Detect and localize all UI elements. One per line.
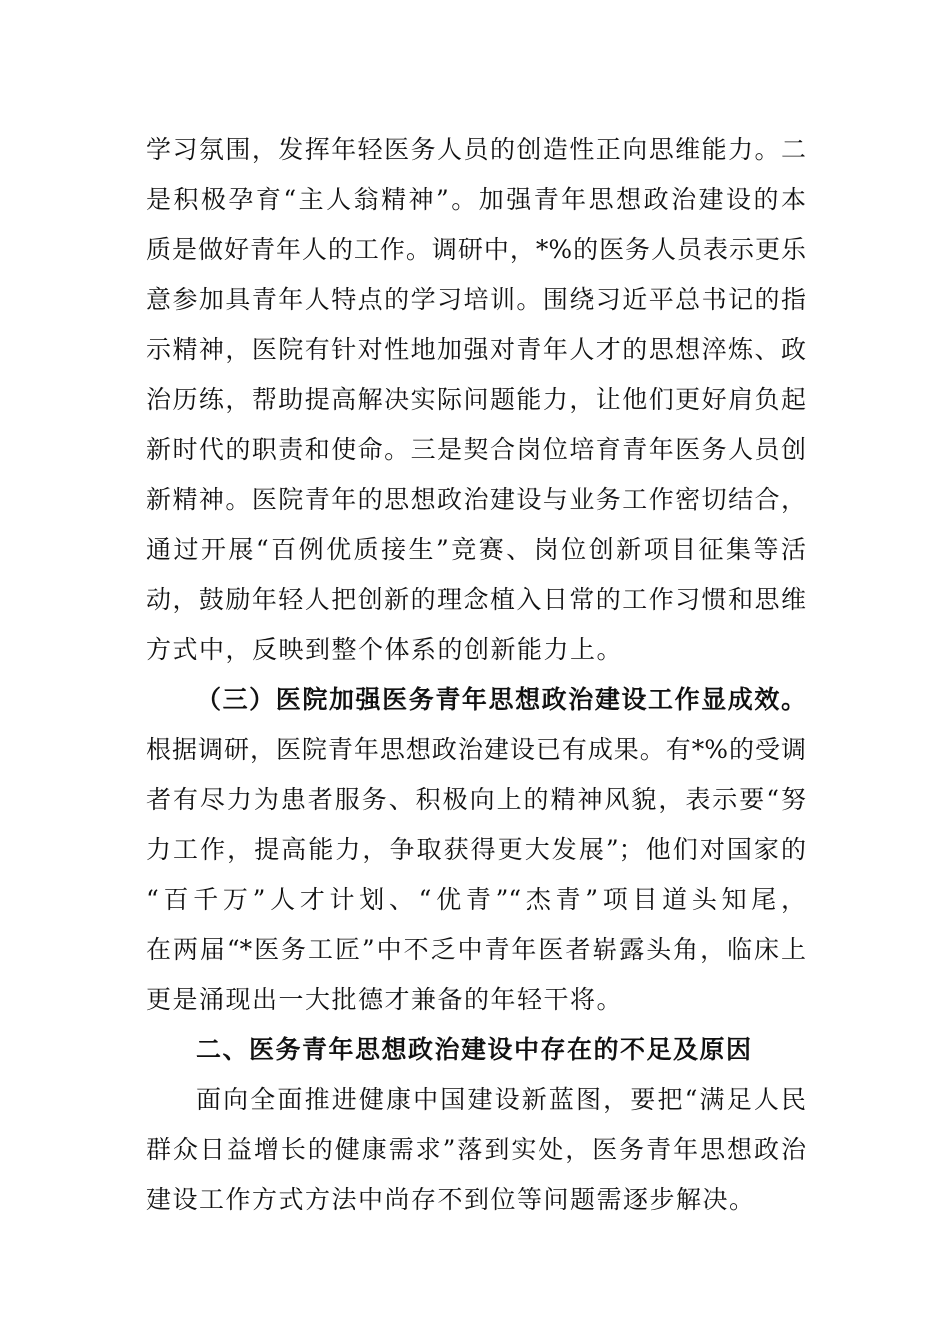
body-line: 方式中，反映到整个体系的创新能力上。	[146, 635, 624, 664]
section-heading-3: （三）医院加强医务青年思想政治建设工作显成效。	[196, 685, 806, 714]
body-line: 更是涌现出一大批德才兼备的年轻干将。	[146, 985, 624, 1014]
body-line: 新时代的职责和使命。三是契合岗位培育青年医务人员创	[146, 435, 806, 464]
body-line: 质是做好青年人的工作。调研中，*%的医务人员表示更乐	[146, 235, 806, 264]
body-line: “百千万”人才计划、“优青”“杰青”项目道头知尾，	[146, 885, 806, 914]
body-line: 治历练，帮助提高解决实际问题能力，让他们更好肩负起	[146, 385, 806, 414]
body-line: 是积极孕育“主人翁精神”。加强青年思想政治建设的本	[146, 185, 806, 214]
body-line: 者有尽力为患者服务、积极向上的精神风貌，表示要“努	[146, 785, 806, 814]
body-line: 根据调研，医院青年思想政治建设已有成果。有*%的受调	[146, 735, 806, 764]
body-line: 通过开展“百例优质接生”竞赛、岗位创新项目征集等活	[146, 535, 806, 564]
section-heading-2: 二、医务青年思想政治建设中存在的不足及原因	[196, 1035, 753, 1064]
body-line: 建设工作方式方法中尚存不到位等问题需逐步解决。	[146, 1185, 756, 1214]
body-line: 示精神，医院有针对性地加强对青年人才的思想淬炼、政	[146, 335, 806, 364]
body-line: 群众日益增长的健康需求”落到实处，医务青年思想政治	[146, 1135, 806, 1164]
body-line: 动，鼓励年轻人把创新的理念植入日常的工作习惯和思维	[146, 585, 806, 614]
body-line: 在两届“*医务工匠”中不乏中青年医者崭露头角，临床上	[146, 935, 806, 964]
body-line: 面向全面推进健康中国建设新蓝图，要把“满足人民	[196, 1085, 806, 1114]
body-line: 意参加具青年人特点的学习培训。围绕习近平总书记的指	[146, 285, 806, 314]
body-line: 力工作，提高能力，争取获得更大发展”；他们对国家的	[146, 835, 806, 864]
body-line: 学习氛围，发挥年轻医务人员的创造性正向思维能力。二	[146, 135, 806, 164]
body-line: 新精神。医院青年的思想政治建设与业务工作密切结合，	[146, 485, 806, 514]
